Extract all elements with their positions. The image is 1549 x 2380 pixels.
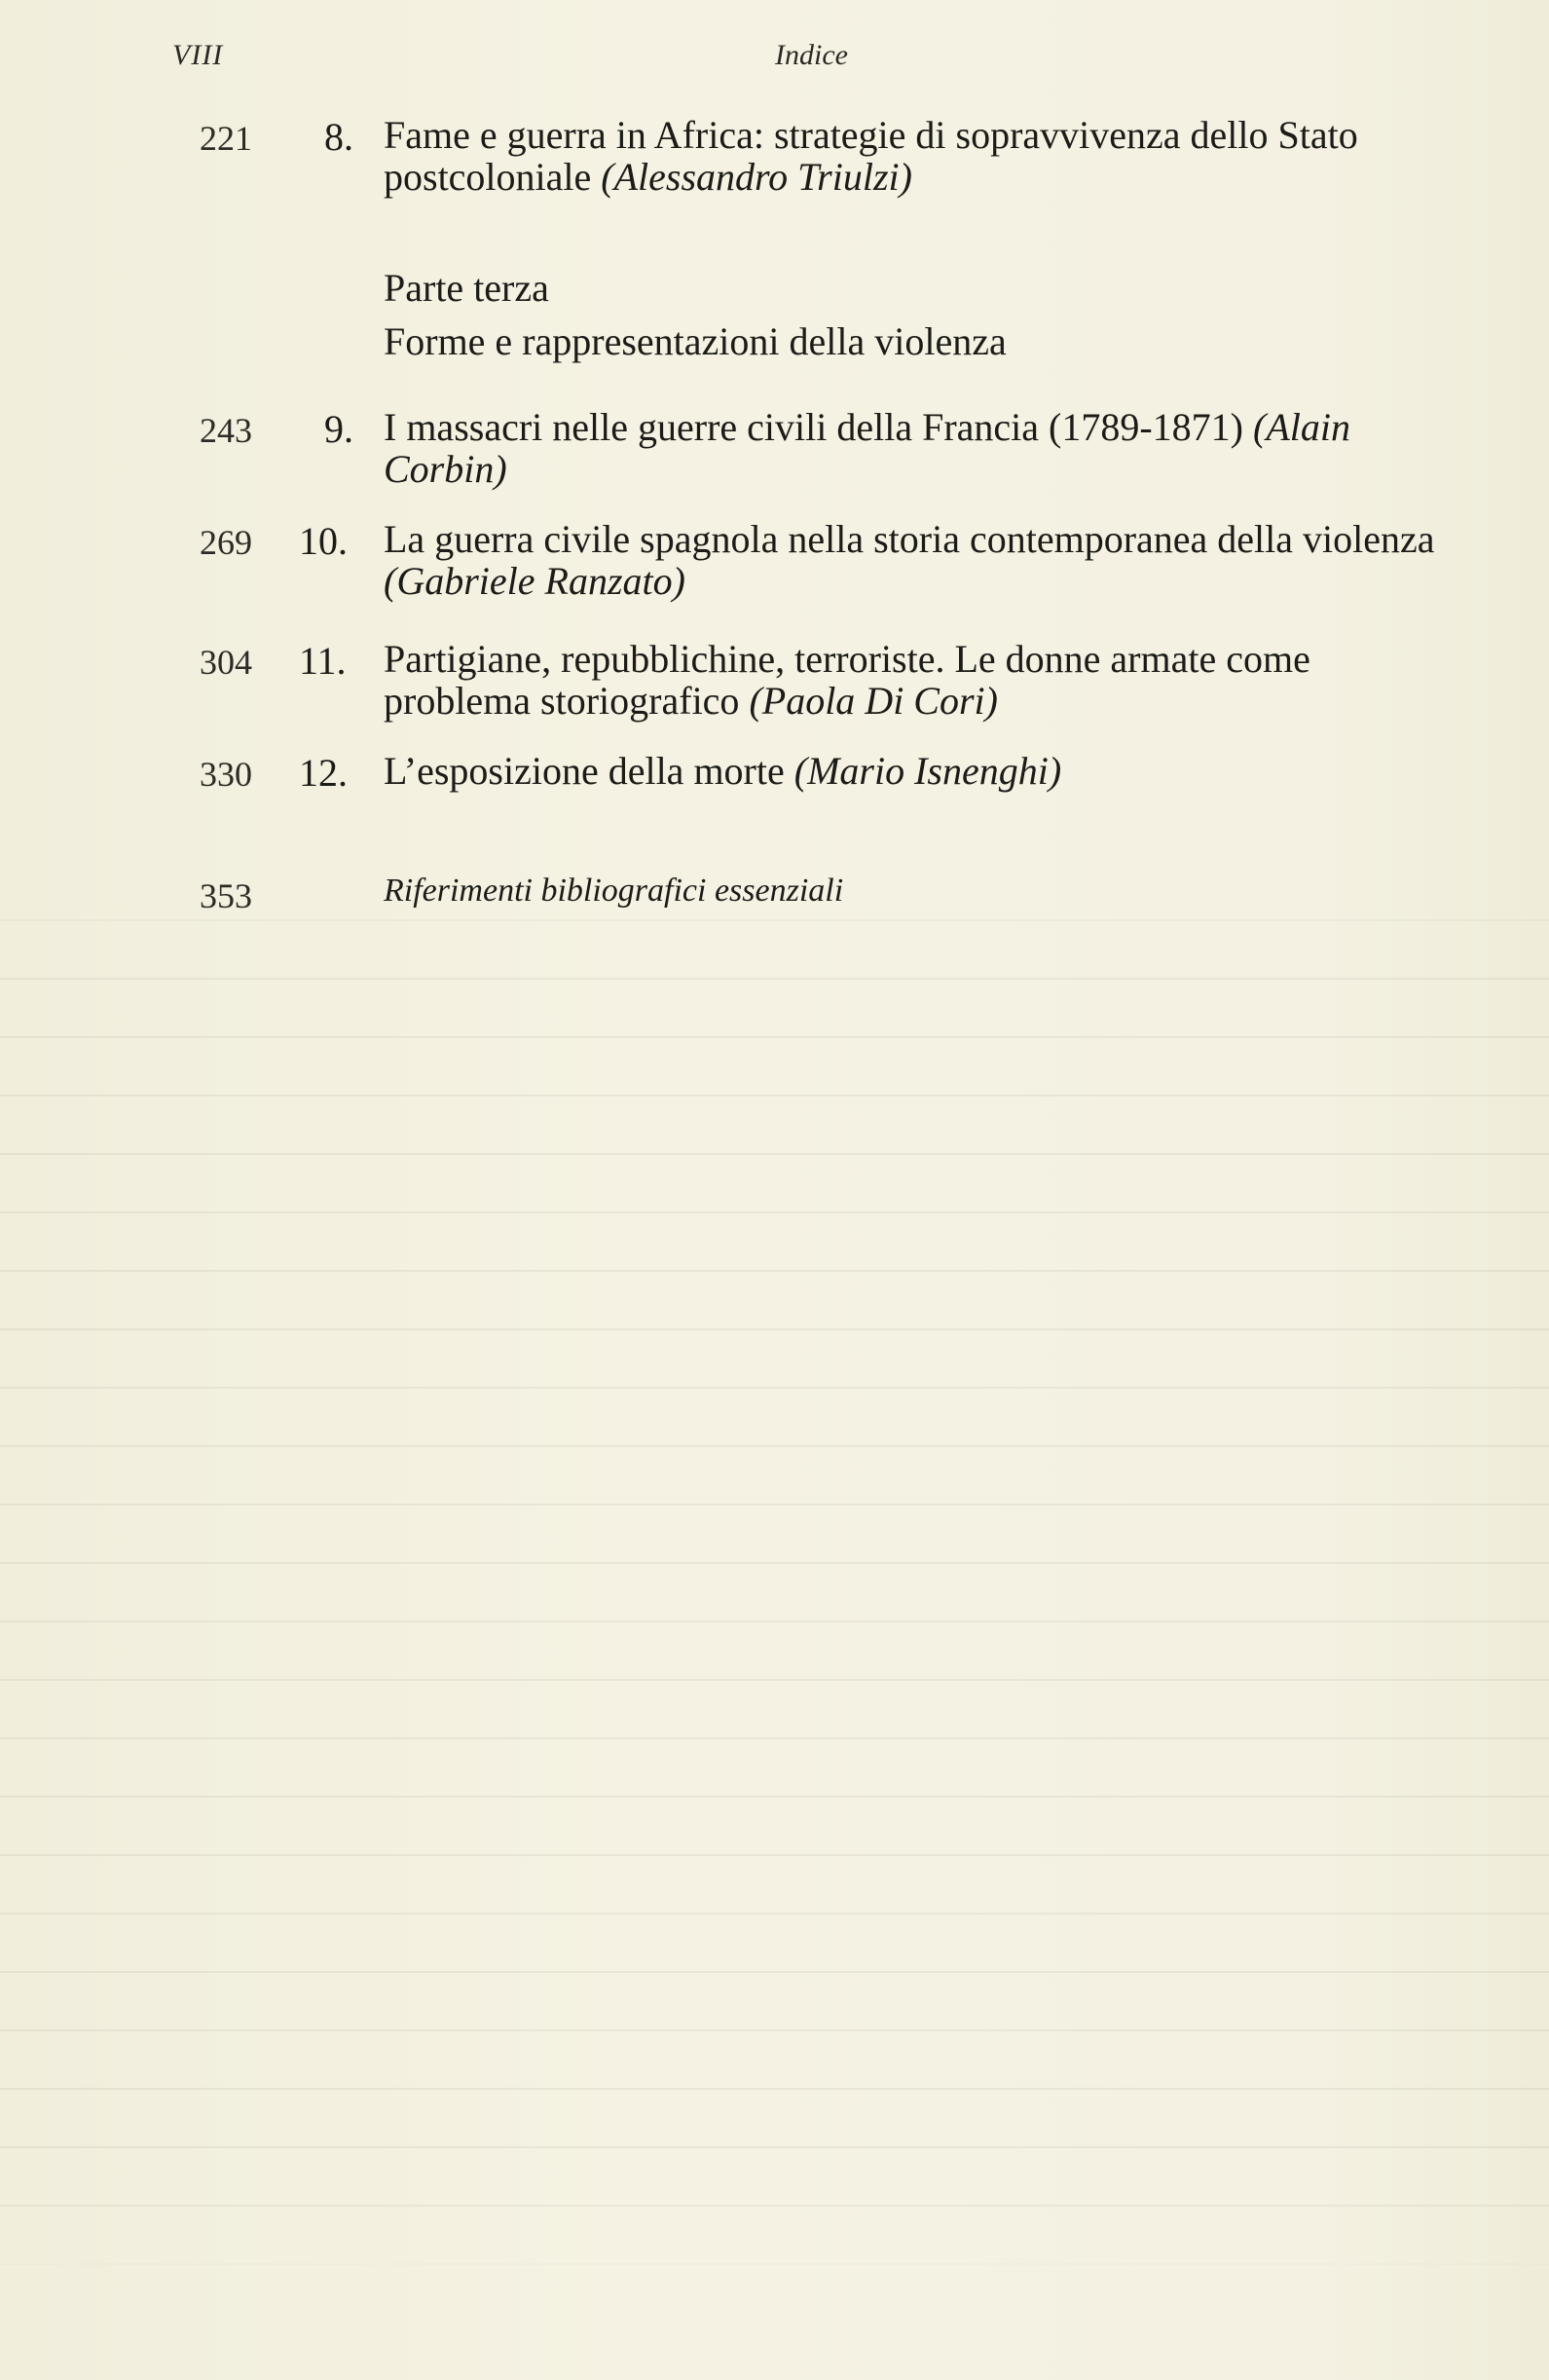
toc-entry-text	[384, 114, 1455, 198]
toc-entry-title: Fame e guerra in Africa: strategie di sopravvivenza dello Stato postcoloniale	[384, 113, 1358, 199]
part-title: Forme e rappresentazioni della violenza	[384, 319, 1007, 363]
toc-chapter-number: 10.	[299, 519, 348, 563]
toc-chapter-number: 8.	[324, 115, 353, 159]
toc-entry-title: La guerra civile spagnola nella storia contemporanea della violenza	[384, 517, 1435, 561]
toc-chapter-number: 12.	[299, 751, 348, 795]
toc-page-number: 330	[200, 755, 252, 794]
toc-chapter-number: 11.	[299, 639, 347, 683]
part-label: Parte terza	[384, 266, 549, 310]
toc-entry-author: (Alessandro Triulzi)	[601, 155, 912, 199]
toc-entry-title: I massacri nelle guerre civili della Francia (1789-1871)	[384, 405, 1243, 449]
toc-entry-author: (Gabriele Ranzato)	[384, 559, 685, 603]
toc-entry-author: (Paola Di Cori)	[749, 679, 998, 723]
toc-entry-text	[384, 518, 1455, 602]
bibliography-title: Riferimenti bibliografici essenziali	[384, 873, 844, 909]
toc-entry-title: Partigiane, repubblichine, terroriste. Le donne armate come problema storiografico	[384, 637, 1310, 723]
toc-entry-text	[384, 406, 1455, 490]
toc-page-number: 269	[200, 523, 252, 562]
toc-page-number: 304	[200, 643, 252, 682]
toc-entry-author: (Alain Corbin)	[384, 405, 1350, 491]
toc-page-number: 221	[200, 119, 252, 158]
toc-entry-text	[384, 750, 1455, 792]
toc-chapter-number: 9.	[324, 407, 353, 451]
toc-entry-text	[384, 638, 1455, 722]
toc-entry-title: L’esposizione della morte	[384, 749, 785, 793]
running-head-title: Indice	[775, 39, 848, 71]
toc-entry-author: (Mario Isnenghi)	[793, 749, 1062, 793]
toc-page-number: 243	[200, 411, 252, 450]
page-folio: VIII	[172, 39, 224, 71]
bibliography-page-number: 353	[200, 876, 252, 915]
